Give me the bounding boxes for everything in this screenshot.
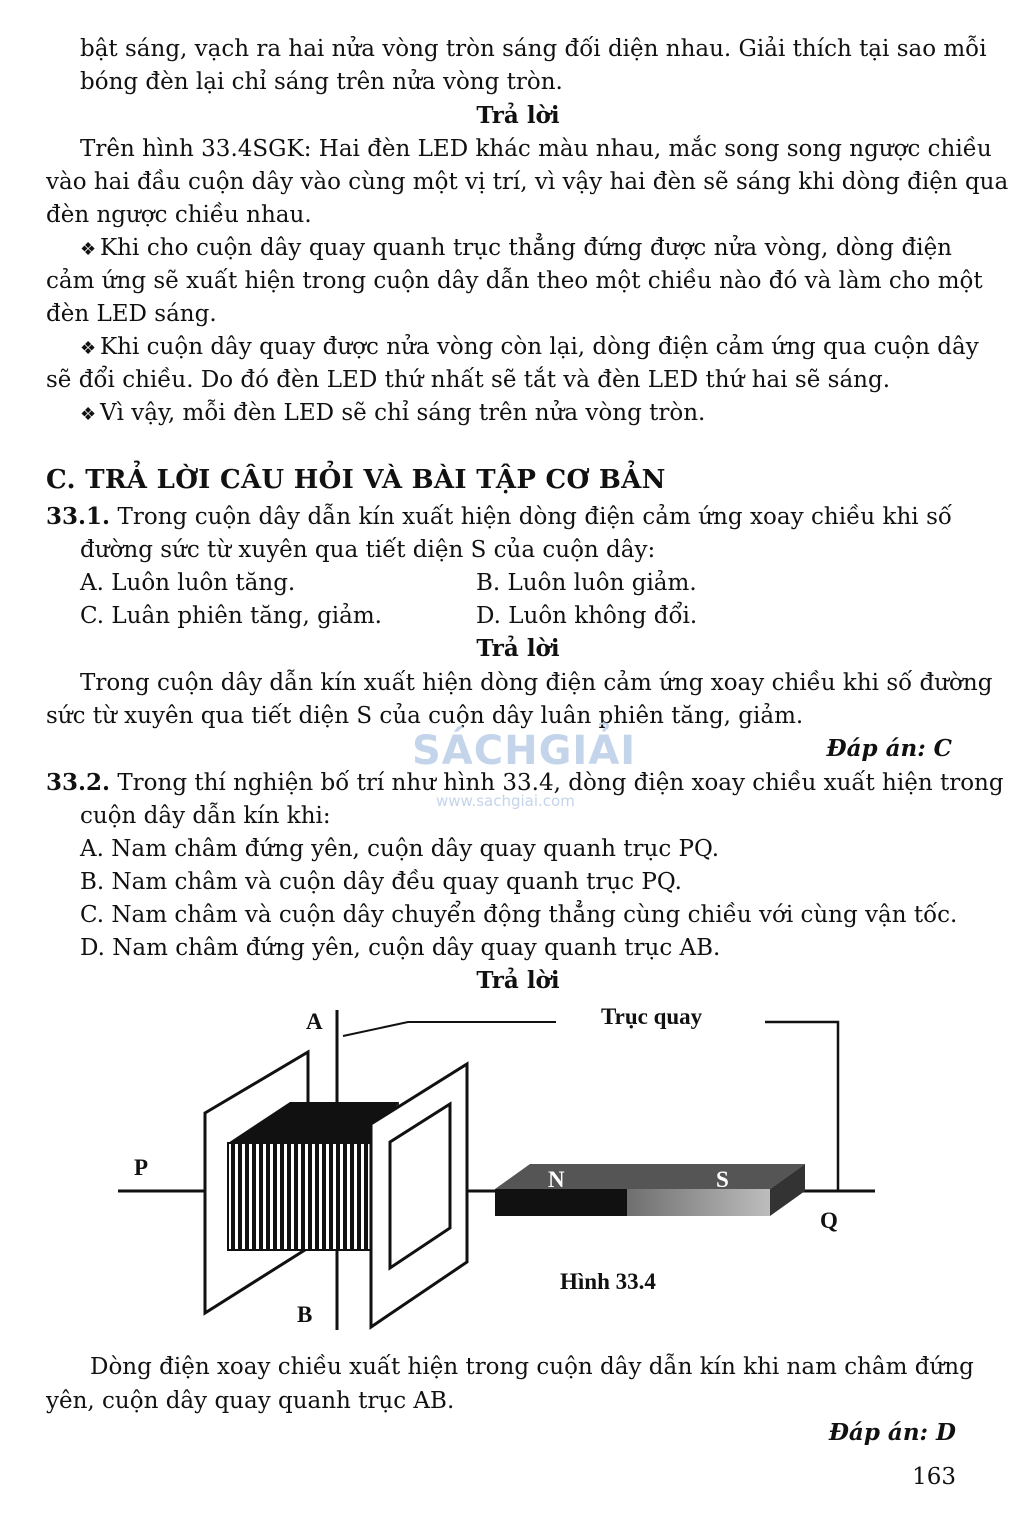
q2-stem-line-1: 33.2. Trong thí nghiện bố trí như hình 33.4, dòng điện xoay chiều xuất hiện trong <box>46 769 1004 796</box>
bullet-2-line-2: sẽ đổi chiều. Do đó đèn LED thứ nhất sẽ tắt và đèn LED thứ hai sẽ sáng. <box>46 367 891 393</box>
intro-answer-line-1: Trên hình 33.4SGK: Hai đèn LED khác màu nhau, mắc song song ngược chiều <box>80 136 992 162</box>
label-n: N <box>548 1167 565 1192</box>
bullet-3-line-1: ❖ Vì vậy, mỗi đèn LED sẽ chỉ sáng trên nửa vòng tròn. <box>80 398 705 430</box>
magnet-top <box>495 1164 805 1189</box>
bullet-diamond-icon: ❖ <box>80 404 97 425</box>
bullet-1-line-3: đèn LED sáng. <box>46 301 217 327</box>
answer-title-q1: Trả lời <box>476 635 560 662</box>
axis-label-leader-left <box>343 1022 556 1036</box>
watermark-url: www.sachgiai.com <box>436 792 575 810</box>
intro-line-1: bật sáng, vạch ra hai nửa vòng tròn sáng đối diện nhau. Giải thích tại sao mỗi <box>80 36 987 62</box>
q2-option-b: B. Nam châm và cuộn dây đều quay quanh trục PQ. <box>80 869 682 895</box>
magnet-s-pole <box>627 1189 770 1216</box>
q1-option-b: B. Luôn luôn giảm. <box>476 570 697 596</box>
q1-answer-line-1: Trong cuộn dây dẫn kín xuất hiện dòng điện cảm ứng xoay chiều khi số đường <box>80 670 993 696</box>
answer-title-intro: Trả lời <box>476 102 560 129</box>
bullet-diamond-icon: ❖ <box>80 239 97 260</box>
intro-line-2: bóng đèn lại chỉ sáng trên nửa vòng tròn. <box>80 69 563 95</box>
coil-front <box>228 1143 371 1250</box>
q2-answer-line-1: Dòng điện xoay chiều xuất hiện trong cuộn dây dẫn kín khi nam châm đứng <box>90 1354 974 1380</box>
intro-answer-line-2: vào hai đầu cuộn dây vào cùng một vị trí, vì vậy hai đèn sẽ sáng khi dòng điện qua <box>46 169 1009 195</box>
bullet-1-line-1: ❖ Khi cho cuộn dây quay quanh trục thẳng đứng được nửa vòng, dòng điện <box>80 233 952 265</box>
q1-option-c: C. Luân phiên tăng, giảm. <box>80 603 382 629</box>
q2-stem-line-2: cuộn dây dẫn kín khi: <box>80 803 331 829</box>
q1-answer-line-2: sức từ xuyên qua tiết diện S của cuộn dây luân phiên tăng, giảm. <box>46 703 804 729</box>
q2-option-a: A. Nam châm đứng yên, cuộn dây quay quanh trục PQ. <box>80 836 720 862</box>
label-a: A <box>306 1009 323 1034</box>
bullet-2-line-1: ❖ Khi cuộn dây quay được nửa vòng còn lại, dòng điện cảm ứng qua cuộn dây <box>80 332 952 364</box>
q1-answer-key: Đáp án: C <box>826 735 952 762</box>
q1-option-d: D. Luôn không đổi. <box>476 603 698 629</box>
q2-number: 33.2. <box>46 769 111 796</box>
q2-option-d: D. Nam châm đứng yên, cuộn dây quay quanh trục AB. <box>80 935 721 961</box>
q1-option-a: A. Luôn luôn tăng. <box>80 570 296 596</box>
q2-option-c: C. Nam châm và cuộn dây chuyển động thẳng cùng chiều với cùng vận tốc. <box>80 902 958 928</box>
label-b: B <box>297 1302 313 1327</box>
figure-caption: Hình 33.4 <box>560 1269 656 1294</box>
label-axis: Trục quay <box>601 1004 703 1029</box>
q1-number: 33.1. <box>46 503 111 530</box>
q1-stem-line-2: đường sức từ xuyên qua tiết diện S của cuộn dây: <box>80 537 656 563</box>
watermark-brand: SÁCHGIẢI <box>412 728 637 774</box>
q2-answer-key: Đáp án: D <box>828 1419 956 1446</box>
q1-stem-line-1: 33.1. Trong cuộn dây dẫn kín xuất hiện dòng điện cảm ứng xoay chiều khi số <box>46 503 952 530</box>
answer-title-q2: Trả lời <box>476 967 560 994</box>
section-heading: C. TRẢ LỜI CÂU HỎI VÀ BÀI TẬP CƠ BẢN <box>46 465 666 495</box>
bullet-diamond-icon: ❖ <box>80 338 97 359</box>
intro-answer-line-3: đèn ngược chiều nhau. <box>46 202 312 228</box>
magnet-n-pole <box>495 1189 627 1216</box>
q2-answer-line-2: yên, cuộn dây quay quanh trục AB. <box>46 1388 455 1414</box>
label-q: Q <box>820 1208 838 1233</box>
bullet-1-line-2: cảm ứng sẽ xuất hiện trong cuộn dây dẫn theo một chiều nào đó và làm cho một <box>46 268 983 294</box>
label-p: P <box>134 1155 149 1180</box>
label-s: S <box>716 1167 729 1192</box>
page-number: 163 <box>912 1464 956 1490</box>
